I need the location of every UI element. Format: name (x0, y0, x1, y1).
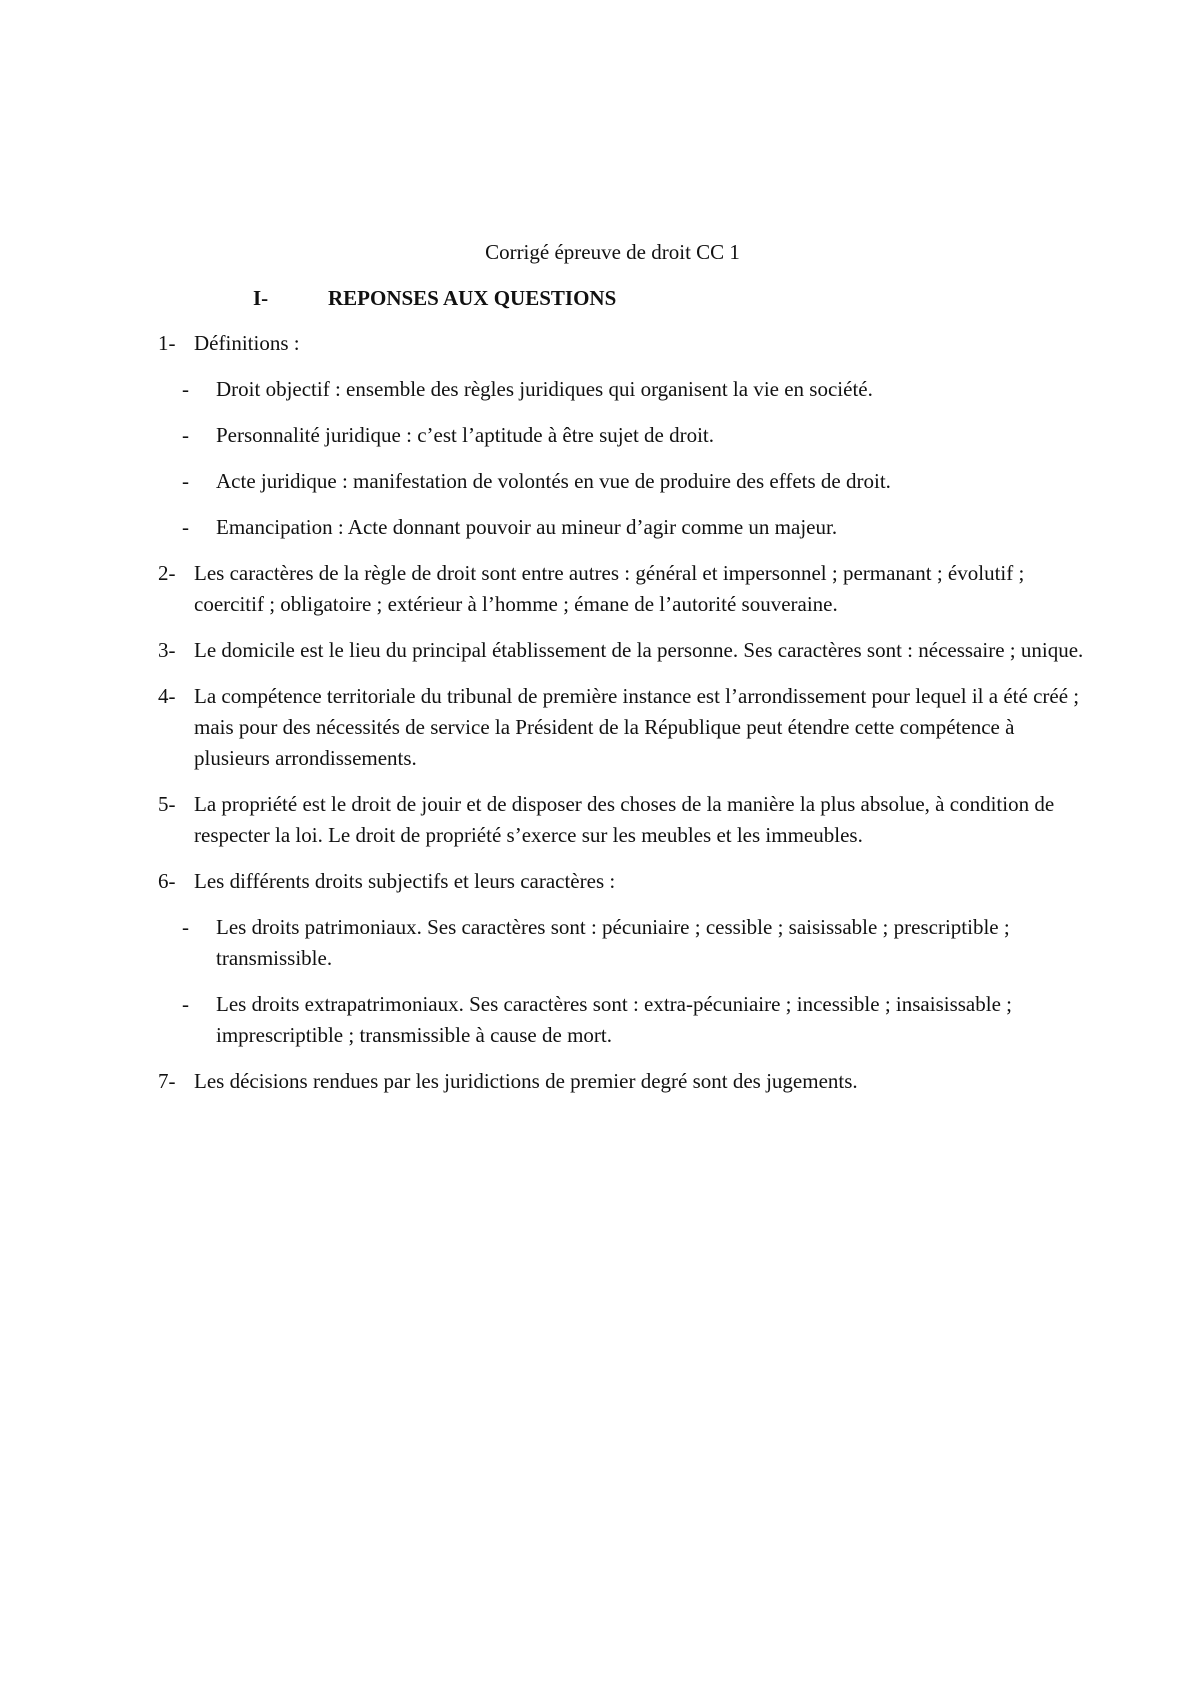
answer-item-6 (158, 866, 1088, 1051)
answer-item-4 (158, 681, 1088, 774)
definition-item (158, 420, 1088, 451)
answer-text: La compétence territoriale du tribunal de première instance est l’arrondissement pour lequel il a été créé ; mais pour des nécessités de service la Président de la République peut étendre cette compétence à plusieurs arrondissements. (194, 684, 1080, 770)
section-heading (253, 283, 616, 313)
section-number: I- (253, 286, 269, 310)
dash-bullet: - (182, 469, 189, 493)
right-item (158, 989, 1088, 1051)
document-title: Corrigé épreuve de droit CC 1 (485, 240, 740, 264)
definition-text: Emancipation : Acte donnant pouvoir au mineur d’agir comme un majeur. (216, 515, 838, 539)
answers-list (158, 328, 1088, 1112)
answer-text: Les décisions rendues par les juridictions de premier degré sont des jugements. (194, 1069, 858, 1093)
answer-text: Le domicile est le lieu du principal établissement de la personne. Ses caractères sont : nécessaire ; unique. (194, 638, 1084, 662)
dash-bullet: - (182, 992, 189, 1016)
answer-item-2 (158, 558, 1088, 620)
right-text: Les droits extrapatrimoniaux. Ses caractères sont : extra-pécuniaire ; incessible ; insaisissable ; imprescriptible ; transmissible à cause de mort. (216, 992, 1012, 1047)
answer-item-5 (158, 789, 1088, 851)
answer-number: 6- (158, 869, 176, 893)
dash-bullet: - (182, 515, 189, 539)
definitions-list (158, 374, 1088, 543)
answer-number: 5- (158, 792, 176, 816)
dash-bullet: - (182, 423, 189, 447)
dash-bullet: - (182, 915, 189, 939)
answer-number: 3- (158, 638, 176, 662)
definition-text: Personnalité juridique : c’est l’aptitude à être sujet de droit. (216, 423, 715, 447)
subjective-rights-list (158, 912, 1088, 1051)
section-title: REPONSES AUX QUESTIONS (328, 286, 617, 310)
definition-item (158, 466, 1088, 497)
dash-bullet: - (182, 377, 189, 401)
answer-item-1 (158, 328, 1088, 543)
answer-item-3 (158, 635, 1088, 666)
answer-number: 7- (158, 1069, 176, 1093)
answer-number: 2- (158, 561, 176, 585)
answer-number: 4- (158, 684, 176, 708)
answer-number: 1- (158, 331, 176, 355)
answer-text: La propriété est le droit de jouir et de disposer des choses de la manière la plus absolue, à condition de respecter la loi. Le droit de propriété s’exerce sur les meubles et les immeubles. (194, 792, 1055, 847)
answer-item-7 (158, 1066, 1088, 1097)
answer-text: Définitions : (194, 331, 300, 355)
answer-text: Les différents droits subjectifs et leurs caractères : (194, 869, 616, 893)
definition-item (158, 374, 1088, 405)
definition-text: Acte juridique : manifestation de volontés en vue de produire des effets de droit. (216, 469, 891, 493)
definition-text: Droit objectif : ensemble des règles juridiques qui organisent la vie en société. (216, 377, 873, 401)
right-item (158, 912, 1088, 974)
answer-text: Les caractères de la règle de droit sont entre autres : général et impersonnel ; permanant ; évolutif ; coercitif ; obligatoire ; extérieur à l’homme ; émane de l’autorité souveraine. (194, 561, 1025, 616)
right-text: Les droits patrimoniaux. Ses caractères sont : pécuniaire ; cessible ; saisissable ; prescriptible ; transmissible. (216, 915, 1010, 970)
definition-item (158, 512, 1088, 543)
